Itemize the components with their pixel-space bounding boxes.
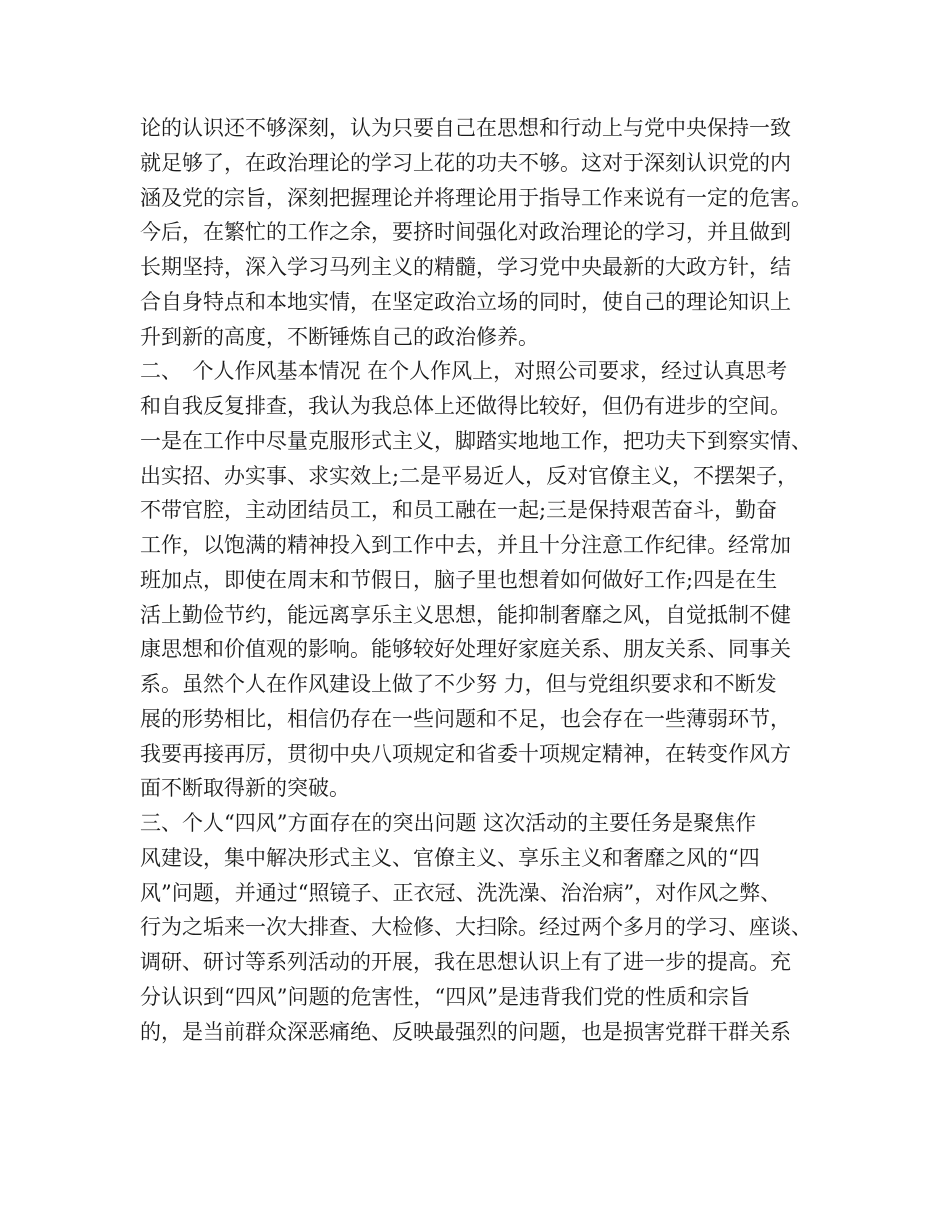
text-line: 和自我反复排查，我认为我总体上还做得比较好，但仍有进步的空间。 xyxy=(140,394,791,418)
text-line: 升到新的高度，不断锤炼自己的政治修养。 xyxy=(140,324,539,349)
text-line: 今后，在繁忙的工作之余，要挤时间强化对政治理论的学习，并且做到 xyxy=(140,220,791,245)
text-line: 风建设，集中解决形式主义、官僚主义、享乐主义和奢靡之风的“四 xyxy=(140,845,760,870)
section-heading-line: 二、 个人作风基本情况 在个人作风上，对照公司要求，经过认真思考 xyxy=(140,359,788,384)
text-line: 涵及党的宗旨，深刻把握理论并将理论用于指导工作来说有一定的危害。 xyxy=(140,185,812,210)
text-line: 我要再接再厉，贯彻中央八项规定和省委十项规定精神，在转变作风方 xyxy=(140,741,791,766)
text-line: 行为之垢来一次大排查、大检修、大扫除。经过两个多月的学习、座谈、 xyxy=(140,915,812,940)
text-line: 一是在工作中尽量克服形式主义，脚踏实地地工作，把功夫下到察实情、 xyxy=(140,428,812,453)
text-line: 班加点，即使在周末和节假日，脑子里也想着如何做好工作;四是在生 xyxy=(140,567,778,592)
text-line: 系。虽然个人在作风建设上做了不少努 力，但与党组织要求和不断发 xyxy=(140,672,777,696)
text-line: 展的形势相比，相信仍存在一些问题和不足，也会存在一些薄弱环节， xyxy=(140,706,791,731)
text-line: 的，是当前群众深恶痛绝、反映最强烈的问题，也是损害党群干群关系 xyxy=(140,1019,791,1044)
text-line: 工作，以饱满的精神投入到工作中去，并且十分注意工作纪律。经常加 xyxy=(140,533,791,557)
section-heading-line: 三、个人“四风”方面存在的突出问题 这次活动的主要任务是聚焦作 xyxy=(140,811,757,835)
body-text xyxy=(140,111,840,1049)
text-line: 分认识到“四风”问题的危害性，“四风”是违背我们党的性质和宗旨 xyxy=(140,984,750,1009)
text-line: 合自身特点和本地实情，在坚定政治立场的同时，使自己的理论知识上 xyxy=(140,289,791,314)
text-line: 面不断取得新的突破。 xyxy=(140,776,350,801)
text-line: 出实招、办实事、求实效上;二是平易近人，反对官僚主义，不摆架子， xyxy=(140,463,799,488)
text-line: 不带官腔，主动团结员工，和员工融在一起;三是保持艰苦奋斗，勤奋 xyxy=(140,498,778,523)
text-line: 康思想和价值观的影响。能够较好处理好家庭关系、朋友关系、同事关 xyxy=(140,637,791,662)
text-line: 风”问题，并通过“照镜子、正衣冠、洗洗澡、治治病”，对作风之弊、 xyxy=(140,880,782,905)
text-line: 调研、研讨等系列活动的开展，我在思想认识上有了进一步的提高。充 xyxy=(140,950,791,974)
text-line: 论的认识还不够深刻，认为只要自己在思想和行动上与党中央保持一致 xyxy=(140,116,791,140)
text-line: 就足够了，在政治理论的学习上花的功夫不够。这对于深刻认识党的内 xyxy=(140,150,791,175)
text-line: 活上勤俭节约，能远离享乐主义思想，能抑制奢靡之风，自觉抵制不健 xyxy=(140,602,791,627)
text-line: 长期坚持，深入学习马列主义的精髓，学习党中央最新的大政方针，结 xyxy=(140,255,791,279)
